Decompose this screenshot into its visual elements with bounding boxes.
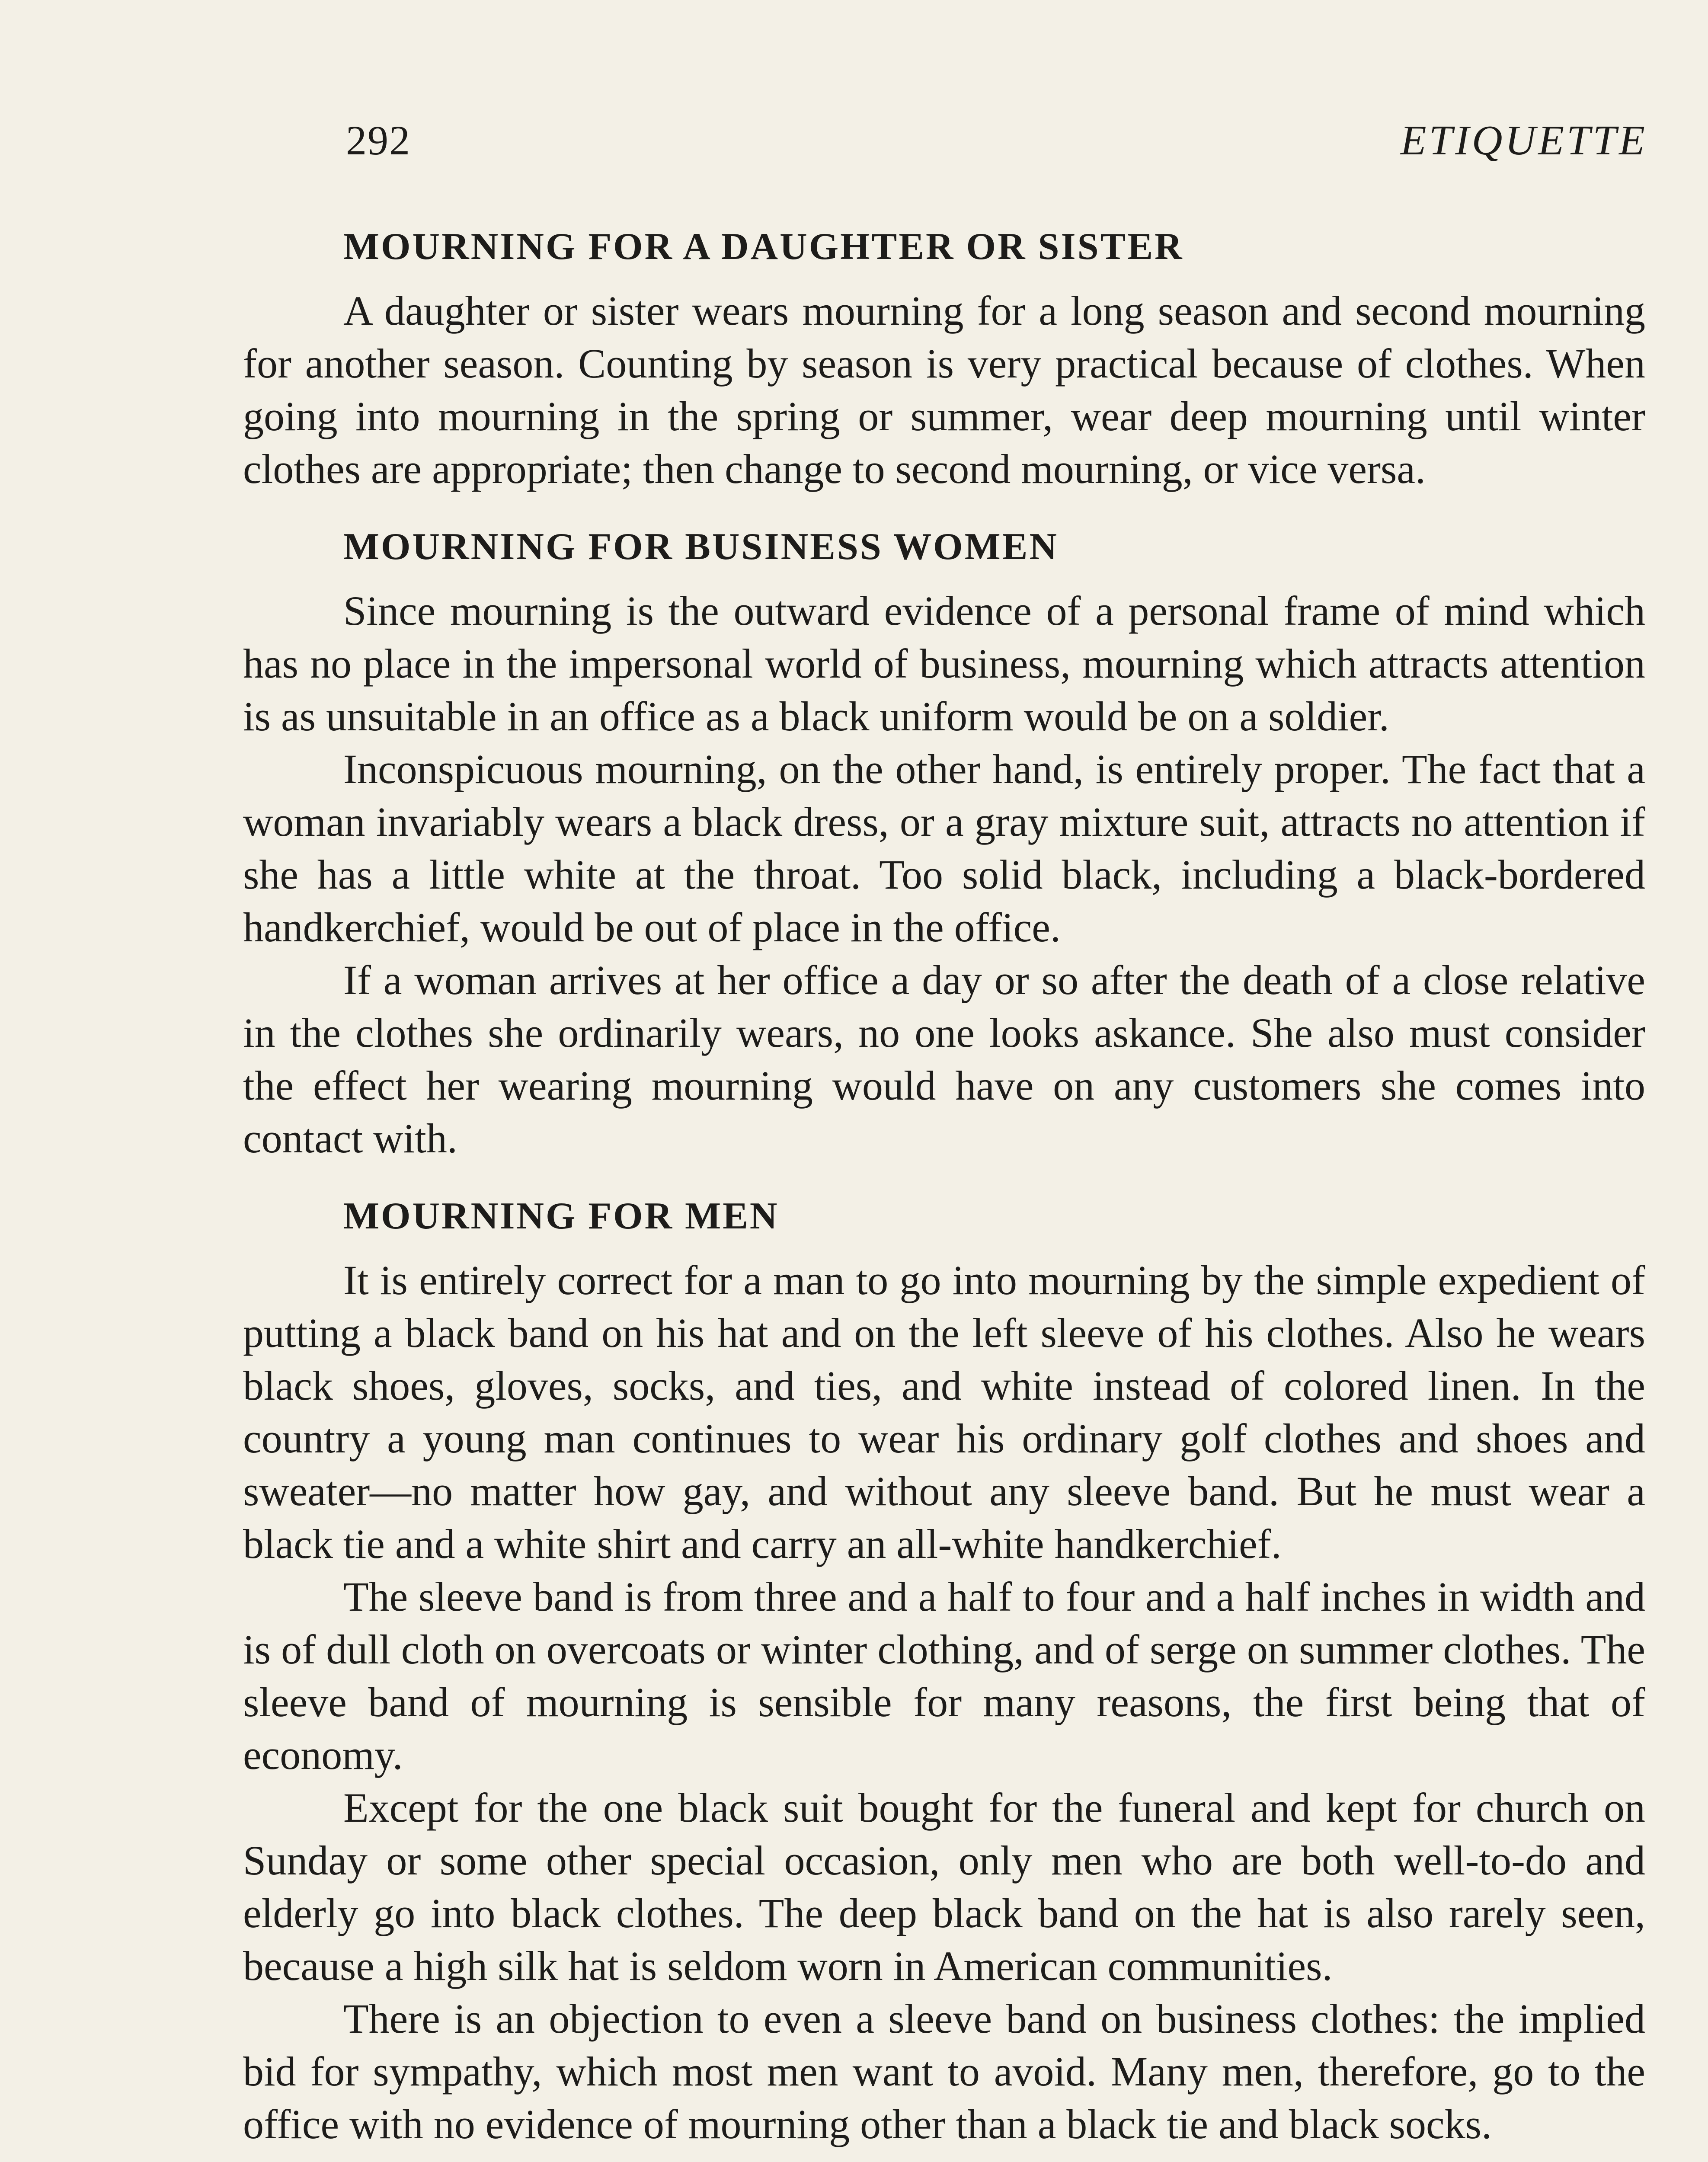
paragraph: A daughter or sister wears mourning for a long season and second mourning for another season. Counting by season is very practical because of clothes. When going into mourning in the spring or summer, wear deep mourning until winter clothes are appropriate; then change to second mourning, or vice versa. [243, 288, 1645, 492]
section-heading: MOURNING FOR A DAUGHTER OR SISTER [343, 226, 1184, 268]
paragraph: Inconspicuous mourning, on the other hand, is entirely proper. The fact that a woman invariably wears a black dress, or a gray mixture suit, attracts no attention if she has a little white at the throat. Too solid black, including a black-bordered handkerchief, would be out of place in the office. [243, 746, 1645, 950]
section-heading: MOURNING FOR BUSINESS WOMEN [343, 526, 1059, 568]
paragraph: Since mourning is the outward evidence of a personal frame of mind which has no place in the impersonal world of business, mourning which attracts attention is as unsuitable in an office as a black uniform would be on a soldier. [243, 588, 1645, 739]
running-head [346, 108, 1647, 173]
section-heading: MOURNING FOR MEN [343, 1195, 779, 1237]
paragraph: If a woman arrives at her office a day or so after the death of a close relative in the clothes she ordinarily wears, no one looks askance. She also must consider the effect her wearing mourning would have on any customers she comes into contact with. [243, 957, 1645, 1161]
body-text [243, 221, 1645, 2151]
page-number: 292 [346, 117, 411, 163]
paragraph: Except for the one black suit bought for the funeral and kept for church on Sunday or some other special occasion, only men who are both well-to-do and elderly go into black clothes. The deep black band on the hat is also rarely seen, because a high silk hat is seldom worn in American communities. [243, 1785, 1645, 1989]
running-title: ETIQUETTE [1400, 117, 1647, 164]
paragraph: It is entirely correct for a man to go into mourning by the simple expedient of putting a black band on his hat and on the left sleeve of his clothes. Also he wears black shoes, gloves, socks, and ties, and white instead of colored linen. In the country a young man continues to wear his ordinary golf clothes and shoes and sweater—no matter how gay, and without any sleeve band. But he must wear a black tie and a white shirt and carry an all-white handkerchief. [243, 1257, 1645, 1567]
paragraph: There is an objection to even a sleeve band on business clothes: the implied bid for sympathy, which most men want to avoid. Many men, therefore, go to the office with no evidence of mourning other than a black tie and black socks. [243, 1996, 1645, 2147]
paragraph: The sleeve band is from three and a half to four and a half inches in width and is of dull cloth on overcoats or winter clothing, and of serge on summer clothes. The sleeve band of mourning is sensible for many reasons, the first being that of economy. [243, 1574, 1645, 1778]
